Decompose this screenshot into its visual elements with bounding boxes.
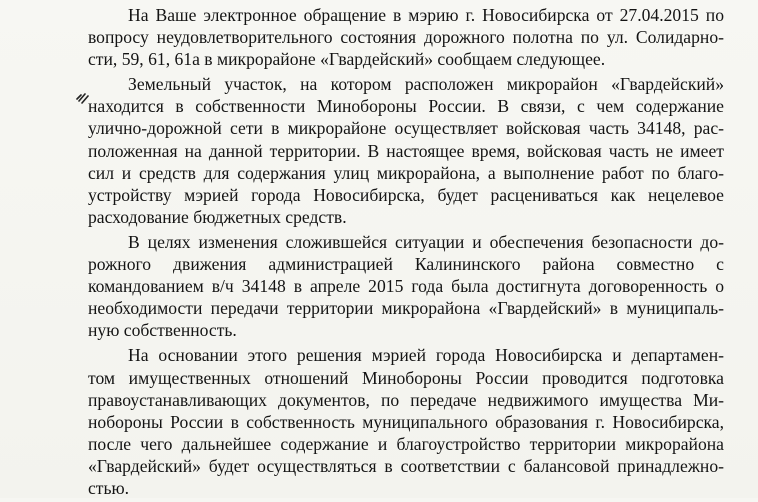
text-line: необходимости передачи территории микрорайона «Гвардейский» в муниципаль- bbox=[88, 298, 724, 319]
text-line: после чего дальнейшее содержание и благоустройство территории микрорайона bbox=[88, 433, 724, 454]
text-line: сти, 59, 61, 61а в микрорайоне «Гвардейский» сообщаем следующее. bbox=[88, 49, 606, 70]
text-line: Земельный участок, на котором расположен микрорайон «Гвардейский» bbox=[128, 74, 724, 95]
text-line: На основании этого решения мэрией города Новосибирска и департамен- bbox=[128, 345, 724, 366]
text-line: На Ваше электронное обращение в мэрию г. Новосибирска от 27.04.2015 по bbox=[128, 5, 724, 25]
text-line: командованием в/ч 34148 в апреле 2015 года была достигнута договоренность о bbox=[88, 276, 724, 297]
text-line: «Гвардейский» будет осуществляться в соответствии с балансовой принадлежно- bbox=[88, 455, 724, 476]
paragraph-documents bbox=[88, 344, 724, 499]
letter-body bbox=[88, 4, 724, 502]
text-line: расходование бюджетных средств. bbox=[88, 206, 347, 227]
text-line: том имущественных отношений Минобороны России проводится подготовка bbox=[88, 367, 724, 388]
text-line: правоустанавливающих документов, по передаче недвижимого имущества Ми- bbox=[88, 389, 724, 410]
text-line: вопросу неудовлетворительного состояния дорожного полотна по ул. Солидарно- bbox=[88, 27, 724, 48]
paragraph-land-ownership bbox=[88, 73, 724, 228]
text-line: В целях изменения сложившейся ситуации и обеспечения безопасности до- bbox=[128, 231, 724, 252]
text-line: улично-дорожной сети в микрорайоне осуществляет войсковая часть 34148, рас- bbox=[88, 118, 724, 139]
text-line: ную собственность. bbox=[88, 320, 237, 341]
text-line: находится в собственности Минобороны России. В связи, с чем содержание bbox=[88, 96, 724, 117]
text-line: устройству мэрией города Новосибирска, будет расцениваться как нецелевое bbox=[88, 184, 724, 205]
text-line: положенная на данной территории. В настоящее время, войсковая часть не имеет bbox=[88, 140, 724, 161]
text-line: стью. bbox=[88, 477, 130, 498]
paragraph-intro bbox=[88, 4, 724, 70]
text-line: сил и средств для содержания улиц микрорайона, а выполнение работ по благо- bbox=[88, 162, 724, 183]
paragraph-agreement bbox=[88, 231, 724, 341]
text-line: нобороны России в собственность муниципального образования г. Новосибирска, bbox=[88, 411, 724, 432]
text-line: рожного движения администрацией Калининского района совместно с bbox=[88, 254, 724, 275]
